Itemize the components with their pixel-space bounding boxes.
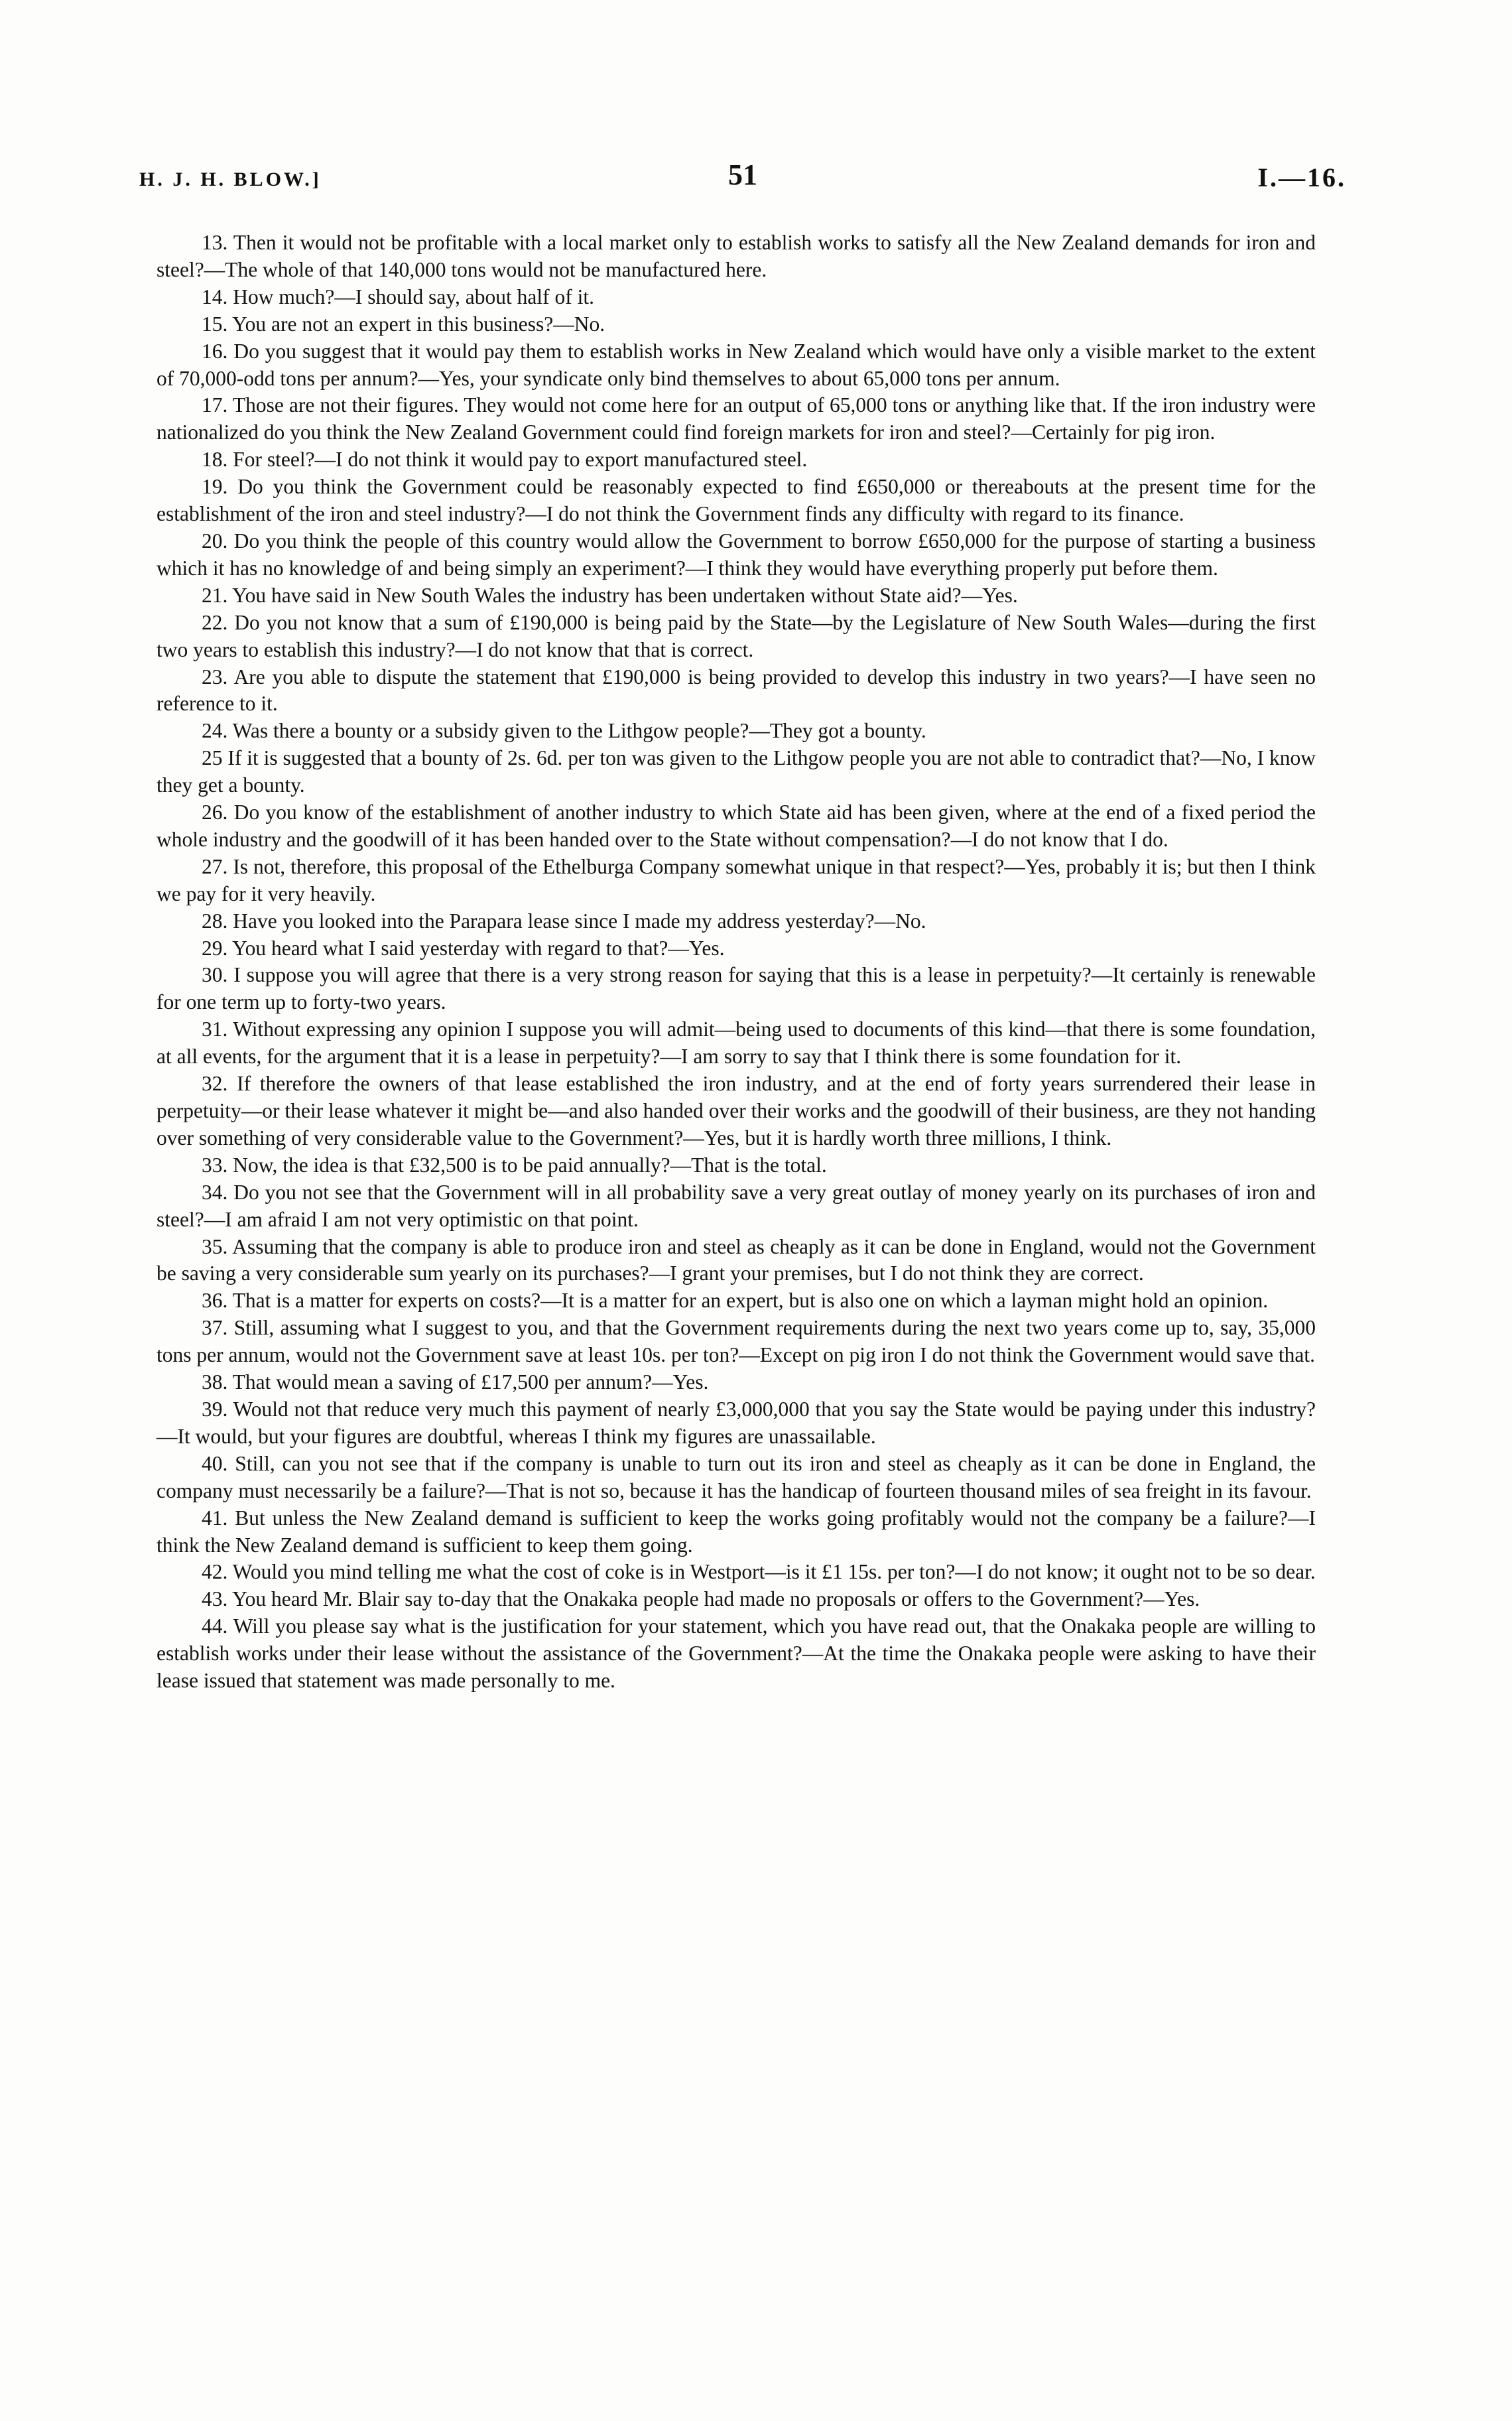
paragraph-24: 24. Was there a bounty or a subsidy given to the Lithgow people?—They got a bounty.	[202, 719, 926, 743]
paragraph-32: 32. If therefore the owners of that lease established the iron industry, and at the end of forty years surrendered their lease in perpetuity—or their lease whatever it might be—and also handed over their works and the goodwill of their business, are they not handing over something of very considerable value to the Government?—Yes, but it is hardly worth three millions, I think.	[157, 1072, 1316, 1149]
paragraph-21: 21. You have said in New South Wales the industry has been undertaken without State aid?—Yes.	[202, 583, 1018, 607]
paragraph-19: 19. Do you think the Government could be reasonably expected to find £650,000 or thereabouts at the present time for the establishment of the iron and steel industry?—I do not think the Government finds any difficulty with regard to its finance.	[157, 475, 1316, 526]
paragraph-42: 42. Would you mind telling me what the cost of coke is in Westport—is it £1 15s. per ton?—I do not know; it ought not to be so dear.	[202, 1560, 1316, 1584]
paragraph-27: 27. Is not, therefore, this proposal of the Ethelburga Company somewhat unique in that respect?—Yes, probably it is; but then I think we pay for it very heavily.	[157, 854, 1316, 905]
paragraph-37: 37. Still, assuming what I suggest to you, and that the Government requirements during the next two years come up to, say, 35,000 tons per annum, would not the Government save at least 10s. per ton?—Except on pig iron I do not think the Government would save that.	[157, 1316, 1316, 1367]
testimony-body	[157, 229, 1316, 1695]
paragraph-38: 38. That would mean a saving of £17,500 per annum?—Yes.	[202, 1370, 709, 1394]
paragraph-39: 39. Would not that reduce very much this payment of nearly £3,000,000 that you say the State would be paying under this industry?—It would, but your figures are doubtful, whereas I think my figures are unassailable.	[157, 1397, 1316, 1448]
paragraph-20: 20. Do you think the people of this country would allow the Government to borrow £650,000 for the purpose of starting a business which it has no knowledge of and being simply an experiment?—I think they would have everything properly put before them.	[157, 529, 1316, 580]
paragraph-15: 15. You are not an expert in this business?—No.	[202, 312, 605, 336]
paragraph-29: 29. You heard what I said yesterday with regard to that?—Yes.	[202, 936, 725, 960]
paragraph-43: 43. You heard Mr. Blair say to-day that the Onakaka people had made no proposals or offers to the Government?—Yes.	[202, 1587, 1200, 1611]
paragraph-44: 44. Will you please say what is the justification for your statement, which you have read out, that the Onakaka people are willing to establish works under their lease without the assistance of the Government?—At the time the Onakaka people were asking to have their lease issued that statement was made personally to me.	[157, 1614, 1316, 1693]
paragraph-18: 18. For steel?—I do not think it would pay to export manufactured steel.	[202, 448, 808, 472]
page-number: 51	[728, 159, 757, 191]
paragraph-41: 41. But unless the New Zealand demand is sufficient to keep the works going profitably would not the company be a failure?—I think the New Zealand demand is sufficient to keep them going.	[157, 1506, 1316, 1557]
paragraph-31: 31. Without expressing any opinion I suppose you will admit—being used to documents of this kind—that there is some foundation, at all events, for the argument that it is a lease in perpetuity?—I am sorry to say that I think there is some foundation for it.	[157, 1017, 1316, 1069]
page-header	[139, 158, 1346, 204]
paragraph-14: 14. How much?—I should say, about half of it.	[202, 285, 594, 308]
paragraph-36: 36. That is a matter for experts on costs?—It is a matter for an expert, but is also one on which a layman might hold an opinion.	[202, 1289, 1269, 1313]
paragraph-30: 30. I suppose you will agree that there is a very strong reason for saying that this is a lease in perpetuity?—It certainly is renewable for one term up to forty-two years.	[157, 963, 1316, 1014]
paragraph-23: 23. Are you able to dispute the statement that £190,000 is being provided to develop this industry in two years?—I have seen no reference to it.	[157, 665, 1316, 716]
document-reference: I.—16.	[1257, 163, 1346, 192]
paragraph-16: 16. Do you suggest that it would pay them to establish works in New Zealand which would have only a visible market to the extent of 70,000-odd tons per annum?—Yes, your syndicate only bind themselves to about 65,000 tons per annum.	[157, 339, 1316, 390]
paragraph-33: 33. Now, the idea is that £32,500 is to be paid annually?—That is the total.	[202, 1153, 827, 1177]
paragraph-28: 28. Have you looked into the Parapara lease since I made my address yesterday?—No.	[202, 909, 926, 933]
header-witness-name: H. J. H. BLOW.]	[139, 168, 322, 190]
paragraph-40: 40. Still, can you not see that if the company is unable to turn out its iron and steel as cheaply as it can be done in England, the company must necessarily be a failure?—That is not so, because it has the handicap of fourteen thousand miles of sea freight in its favour.	[157, 1451, 1316, 1502]
paragraph-35: 35. Assuming that the company is able to produce iron and steel as cheaply as it can be done in England, would not the Government be saving a very considerable sum yearly on its purchases?—I grant your premises, but I do not think they are correct.	[157, 1234, 1316, 1285]
paragraph-17: 17. Those are not their figures. They would not come here for an output of 65,000 tons or anything like that. If the iron industry were nationalized do you think the New Zealand Government could find foreign markets for iron and steel?—Certainly for pig iron.	[157, 393, 1316, 444]
paragraph-25: 25 If it is suggested that a bounty of 2s. 6d. per ton was given to the Lithgow people you are not able to contradict that?—No, I know they get a bounty.	[157, 746, 1316, 797]
paragraph-13: 13. Then it would not be profitable with a local market only to establish works to satisfy all the New Zealand demands for iron and steel?—The whole of that 140,000 tons would not be manufactured here.	[157, 231, 1316, 281]
paragraph-34: 34. Do you not see that the Government will in all probability save a very great outlay of money yearly on its purchases of iron and steel?—I am afraid I am not very optimistic on that point.	[157, 1180, 1316, 1231]
paragraph-26: 26. Do you know of the establishment of another industry to which State aid has been given, where at the end of a fixed period the whole industry and the goodwill of it has been handed over to the State without compensation?—I do not know that I do.	[157, 801, 1316, 851]
paragraph-22: 22. Do you not know that a sum of £190,000 is being paid by the State—by the Legislature of New South Wales—during the first two years to establish this industry?—I do not know that that is correct.	[157, 610, 1316, 661]
